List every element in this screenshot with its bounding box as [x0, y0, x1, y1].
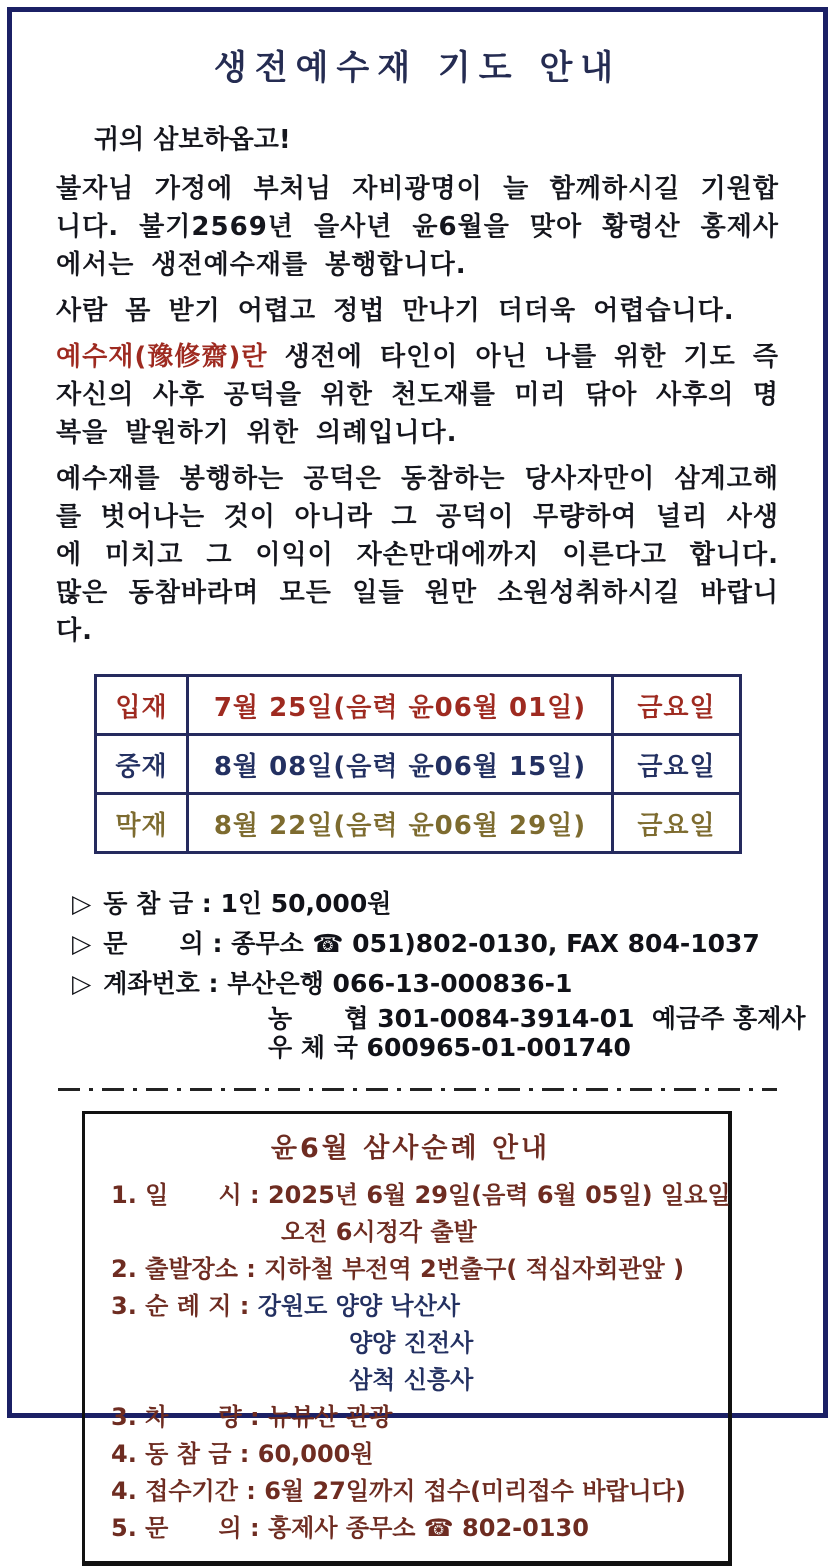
rite-date-cell: 7월 25일(음력 윤06월 01일): [188, 676, 613, 735]
pilgrimage-item-datetime-cont: 오전 6시정각 출발: [281, 1218, 477, 1246]
rite-day-cell: 금요일: [613, 735, 741, 794]
dash-dot-divider: [58, 1088, 777, 1091]
pilgrimage-route-temple: 삼척 신흥사: [349, 1366, 474, 1394]
pilgrimage-item-contact: [111, 1510, 710, 1547]
rite-day-cell: 금요일: [613, 794, 741, 853]
item-value: 강원도 양양 낙산사: [257, 1292, 460, 1320]
pilgrimage-notice-box: [82, 1111, 732, 1566]
pilgrimage-route-temple: 양양 진전사: [349, 1329, 474, 1357]
item-value: 2025년 6월 29일(음력 6월 05일) 일요일: [267, 1181, 731, 1209]
table-row: [96, 735, 741, 794]
triangle-bullet-icon: ▷: [72, 929, 92, 958]
triangle-bullet-icon: ▷: [72, 969, 92, 998]
bank-account-line: 농 협 301-0084-3914-01 예금주 홍제사: [268, 1004, 806, 1033]
item-value: 6월 27일까지 접수(미리접수 바랍니다): [264, 1477, 686, 1505]
intro-paragraph: 불자님 가정에 부처님 자비광명이 늘 함께하시길 기원합니다. 불기2569년 을사년 윤6월을 맞아 황령산 홍제사에서는 생전예수재를 봉행합니다.: [56, 174, 779, 280]
greeting-line: 귀의 삼보하옵고!: [94, 125, 291, 155]
document-content: [12, 12, 823, 1542]
item-number: 3.: [111, 1292, 146, 1320]
item-label: 동 참 금 :: [145, 1440, 258, 1468]
paragraph-difficulty: 사람 몸 받기 어렵고 정법 만나기 더더욱 어렵습니다.: [56, 296, 735, 326]
detail-fee-line: [72, 884, 779, 924]
rite-date-cell: 8월 08일(음력 윤06월 15일): [188, 735, 613, 794]
pilgrimage-item-vehicle: [111, 1399, 710, 1436]
item-label: 출발장소 :: [145, 1255, 265, 1283]
schedule-table: [94, 674, 742, 854]
pilgrimage-item-fee: [111, 1436, 710, 1473]
pilgrimage-item-datetime: [111, 1177, 731, 1214]
item-number: 5.: [111, 1514, 146, 1542]
rite-date-cell: 8월 22일(음력 윤06월 29일): [188, 794, 613, 853]
paragraph-merit: 예수재를 봉행하는 공덕은 동참하는 당사자만이 삼계고해를 벗어나는 것이 아니라 그 공덕이 무량하여 널리 사생에 미치고 그 이익이 자손만대에까지 이른다고 합니다. 많은 동참바라며 모든 일들 원만 소원성취하시길 바랍니다.: [56, 464, 779, 646]
table-row: [96, 676, 741, 735]
page-title: 생전예수재 기도 안내: [213, 48, 622, 88]
pilgrimage-title: 윤6월 삼사순례 안내: [270, 1133, 551, 1164]
rite-name-cell: 중재: [96, 735, 188, 794]
paragraph-yesujae-definition: [56, 338, 779, 452]
item-label: 문 의 :: [145, 1514, 268, 1542]
detail-contact-line: [72, 924, 779, 964]
yesujae-term-highlight: 예수재(豫修齋)란: [56, 342, 268, 372]
item-value: 뉴뷰산 관광: [267, 1403, 393, 1431]
item-number: 2.: [111, 1255, 146, 1283]
detail-value: 종무소 ☎ 051)802-0130, FAX 804-1037: [231, 929, 760, 958]
item-value: 지하철 부전역 2번출구( 적십자회관앞 ): [264, 1255, 685, 1283]
detail-value: 부산은행 066-13-000836-1: [227, 969, 573, 998]
item-label: 순 례 지 :: [145, 1292, 258, 1320]
item-label: 일 시 :: [145, 1181, 268, 1209]
rite-name-cell: 막재: [96, 794, 188, 853]
item-label: 차 량 :: [145, 1403, 268, 1431]
triangle-bullet-icon: ▷: [72, 889, 92, 918]
pilgrimage-item-registration: [111, 1473, 710, 1510]
item-value: 60,000원: [257, 1440, 374, 1468]
bank-account-line: 우 체 국 600965-01-001740: [268, 1033, 631, 1062]
item-value: 홍제사 종무소 ☎ 802-0130: [267, 1514, 589, 1542]
pilgrimage-item-route: [111, 1288, 710, 1325]
item-label: 접수기간 :: [145, 1477, 265, 1505]
table-row: [96, 794, 741, 853]
pilgrimage-item-departure: [111, 1251, 710, 1288]
detail-account-line: [72, 964, 779, 1004]
item-number: 4.: [111, 1440, 146, 1468]
rite-day-cell: 금요일: [613, 676, 741, 735]
yesujae-definition-text: 생전에 타인이 아닌 나를 위한 기도 즉 자신의 사후 공덕을 위한 천도재를 미리 닦아 사후의 명복을 발원하기 위한 의례입니다.: [56, 342, 779, 448]
detail-label: 계좌번호 :: [103, 969, 228, 998]
detail-label: 문 의 :: [103, 929, 232, 958]
item-number: 4.: [111, 1477, 146, 1505]
item-number: 1.: [111, 1181, 146, 1209]
item-number: 3.: [111, 1403, 146, 1431]
detail-label: 동 참 금 :: [103, 889, 221, 918]
rite-name-cell: 입재: [96, 676, 188, 735]
details-section: [56, 884, 806, 1062]
detail-value: 1인 50,000원: [220, 889, 392, 918]
